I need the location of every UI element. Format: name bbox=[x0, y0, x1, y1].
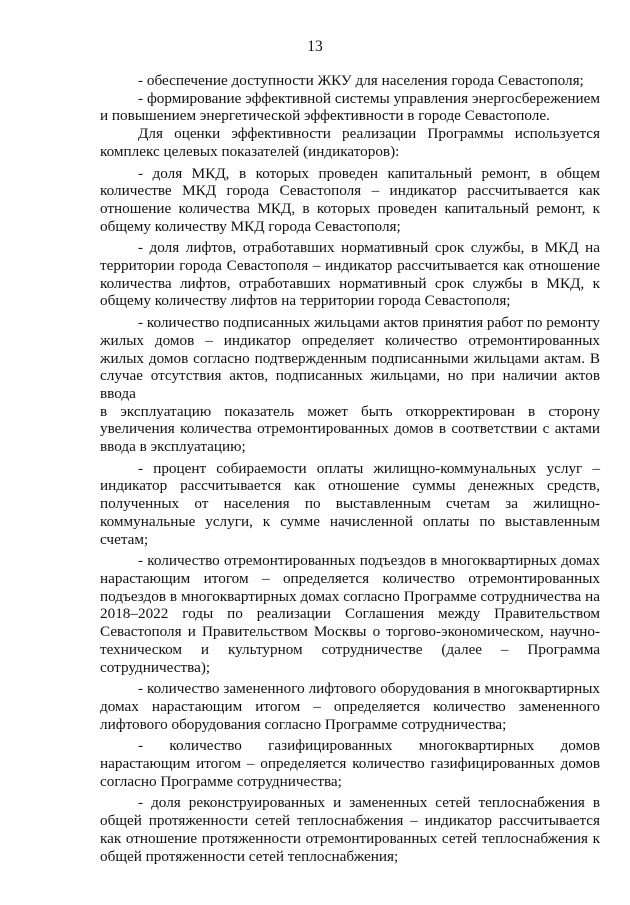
paragraph: - доля МКД, в которых проведен капитальный ремонт, в общем количестве МКД города Севастополя – индикатор рассчитывается как отношение количества МКД, в которых проведен капитальный ремонт, к общему количеству МКД города Севастополя; bbox=[100, 164, 600, 235]
document-body bbox=[100, 72, 600, 865]
paragraph: - обеспечение доступности ЖКУ для населения города Севастополя; bbox=[138, 72, 584, 89]
paragraph: Для оценки эффективности реализации Программы используется комплекс целевых показателей (индикаторов): bbox=[100, 125, 600, 160]
paragraph: - количество отремонтированных подъездов в многоквартирных домах нарастающим итогом – определяется количество отремонтированных подъездов в многоквартирных домах согласно Программе сотрудничества на 2018–2022 годы по реализации Соглашения между Правительством Севастополя и Правительством Москвы о торгово-экономическом, научно-техническом и культурном сотрудничестве (далее – Программа сотрудничества); bbox=[100, 552, 600, 676]
paragraph: - формирование эффективной системы управления энергосбережением и повышением энергетической эффективности в городе Севастополе. bbox=[100, 89, 600, 125]
paragraph: в эксплуатацию показатель может быть откорректирован в сторону увеличения количества отремонтированных домов в соответствии с актами ввода в эксплуатацию; bbox=[100, 402, 600, 456]
paragraph: - количество замененного лифтового оборудования в многоквартирных домах нарастающим итогом – определяется количество замененного лифтового оборудования согласно Программе сотрудничества; bbox=[100, 680, 600, 733]
paragraph: - процент собираемости оплаты жилищно-коммунальных услуг – индикатор рассчитывается как отношение суммы денежных средств, полученных от населения по выставленным счетам за жилищно-коммунальные услуги, к сумме начисленной оплаты по выставленным счетам; bbox=[100, 459, 600, 548]
page-number: 13 bbox=[307, 38, 323, 55]
paragraph: - доля лифтов, отработавших нормативный срок службы, в МКД на территории города Севастополя – индикатор рассчитывается как отношение количества лифтов, отработавших нормативный срок службы в МКД, к общему количеству лифтов на территории города Севастополя; bbox=[100, 239, 600, 310]
paragraph: - количество подписанных жильцами актов принятия работ по ремонту жилых домов – индикатор определяет количество отремонтированных жилых домов согласно подтвержденным подписанными жильцами актам. В случае отсутствия актов, подписанных жильцами, но при наличии актов ввода bbox=[100, 314, 601, 402]
paragraph: - доля реконструированных и замененных сетей теплоснабжения в общей протяженности сетей теплоснабжения – индикатор рассчитывается как отношение протяженности отремонтированных сетей теплоснабжения к общей протяженности сетей теплоснабжения; bbox=[100, 794, 600, 865]
paragraph: - количество газифицированных многоквартирных домов нарастающим итогом – определяется количество газифицированных домов согласно Программе сотрудничества; bbox=[100, 737, 600, 790]
